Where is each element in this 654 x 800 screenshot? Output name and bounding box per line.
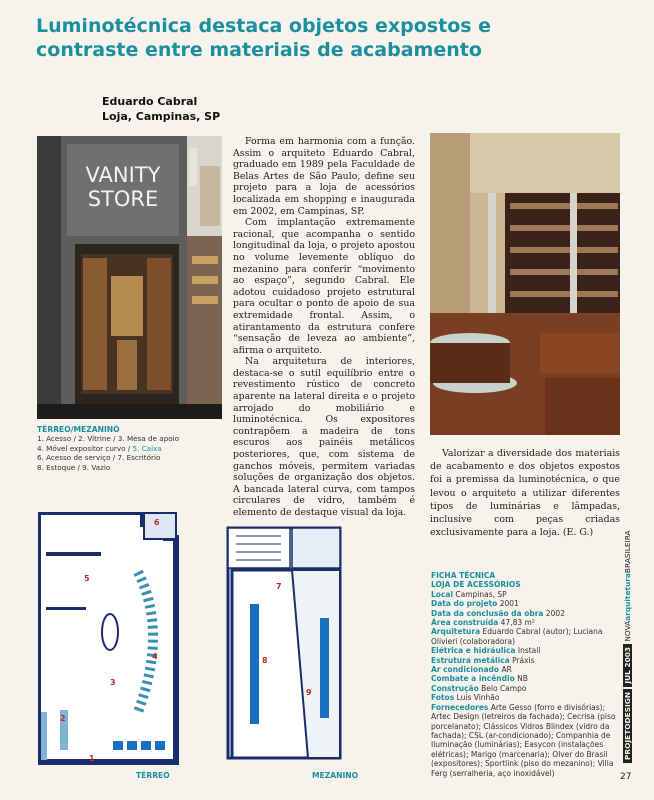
legend-line-2a: 4. Móvel expositor curvo /: [37, 443, 133, 453]
ficha-key: Área construída: [431, 618, 499, 628]
terreo-drawing: [38, 512, 188, 766]
ficha-key: Elétrica e hidráulica: [431, 646, 516, 656]
plan-legend: [37, 425, 227, 472]
plan-marker-2: 2: [60, 714, 66, 723]
ficha-key: Combate a incêndio: [431, 674, 515, 684]
ficha-value: 2001: [497, 599, 519, 609]
ficha-item: [431, 599, 616, 608]
ficha-key: Data do projeto: [431, 599, 498, 609]
section-arquitetura: arquitetura: [623, 573, 632, 621]
ficha-key: Fornecedores: [431, 702, 489, 712]
technical-sheet: [431, 571, 616, 778]
ficha-value: Luis Vinhão: [454, 693, 500, 703]
ficha-item: [431, 627, 616, 646]
terreo-label: TÉRREO: [136, 771, 170, 780]
section-nova: NOVA: [623, 620, 632, 642]
store-interior-photo: [430, 133, 620, 435]
ficha-value: Práxis: [509, 655, 535, 665]
ficha-item: [431, 665, 616, 674]
ficha-value: Eduardo Cabral (autor); Luciana Olivieri (colaboradora): [431, 627, 603, 646]
author-name: Eduardo Cabral: [102, 95, 198, 108]
article-title: [36, 14, 636, 62]
legend-line-2b: 5. Caixa: [132, 443, 162, 453]
ficha-value: 2002: [543, 608, 565, 618]
mezanino-label: MEZANINO: [312, 771, 359, 780]
ficha-item: [431, 693, 616, 702]
plan-marker-1: 1: [89, 754, 95, 763]
ficha-key: Estrutura metálica: [431, 655, 510, 665]
ficha-item: [431, 646, 616, 655]
ficha-item: [431, 703, 616, 778]
article-body-column: [233, 136, 415, 519]
ficha-key: Local: [431, 589, 454, 599]
ficha-key: Construção: [431, 683, 479, 693]
ficha-item: [431, 674, 616, 683]
ficha-item: [431, 609, 616, 618]
paragraph-1: Forma em harmonia com a função. Assim o arquiteto Eduardo Cabral, graduado em 1989 pela Faculdade de Belas Artes de São Paulo, define seu projeto para a loja de acessórios localizada em shopping e inaugurada em 2002, em Campinas, SP.: [233, 136, 415, 217]
plan-marker-6: 6: [154, 518, 160, 527]
issue-date: JUL 2003: [623, 644, 632, 687]
plan-marker-9: 9: [306, 688, 312, 697]
article-caption-column: [430, 447, 620, 539]
ficha-item: [431, 656, 616, 665]
ficha-item: [431, 618, 616, 627]
title-line-2: contraste entre materiais de acabamento: [36, 39, 482, 61]
store-front-photo: [37, 136, 222, 419]
ficha-value: Install: [515, 646, 541, 656]
mezanino-drawing: [226, 526, 346, 762]
plan-marker-7: 7: [276, 582, 282, 591]
legend-line-1: 1. Acesso / 2. Vitrine / 3. Mesa de apoio: [37, 434, 180, 444]
floor-plan-mezanino: [226, 526, 346, 762]
plan-marker-5: 5: [84, 574, 90, 583]
page-number: 27: [620, 772, 632, 782]
ficha-key: Fotos: [431, 693, 455, 703]
caption-paragraph: Valorizar a diversidade dos materiais de acabamento e dos objetos expostos foi a premissa da luminotécnica, o que levou o arquiteto a utilizar diferentes tipos de luminárias e lâmpadas, inclusive com peças criadas exclusivamente para a loja. (E. G.): [430, 448, 620, 539]
ficha-value: AR: [499, 665, 512, 675]
floor-plan-terreo: [38, 512, 188, 766]
ficha-key: Data da conclusão da obra: [431, 608, 544, 618]
ficha-value: Belo Campo: [478, 683, 527, 693]
title-line-1: Luminotécnica destaca objetos expostos e: [36, 15, 492, 37]
store-front-illustration: [37, 136, 222, 419]
ficha-key: Arquitetura: [431, 627, 481, 637]
ficha-value: NB: [514, 674, 528, 684]
project-location: Loja, Campinas, SP: [102, 110, 221, 123]
legend-line-3: 6. Acesso de serviço / 7. Escritório: [37, 453, 161, 463]
ficha-item: [431, 590, 616, 599]
ficha-value: 47,83 m²: [498, 618, 535, 628]
section-brasileira: BRASILEIRA: [623, 530, 632, 574]
ficha-key: Ar condicionado: [431, 665, 500, 675]
paragraph-2: Com implantação extremamente racional, que acompanha o sentido longitudinal da loja, o projeto apostou no volume levemente oblíquo do mezanino para conferir “movimento ao espaço”, segundo Cabral. Ele adotou cuidadoso projeto estrutural para ocultar o ponto de apoio de sua extremidade frontal. Assim, o atirantamento da estrutura confere “sensação de leveza ao ambiente”, afirma o arquiteto.: [233, 217, 415, 356]
ficha-item: [431, 684, 616, 693]
interior-illustration: [430, 133, 620, 435]
plan-marker-8: 8: [262, 656, 268, 665]
legend-title: TÉRREO/MEZANINO: [37, 425, 120, 434]
store-sign-line-2: STORE: [87, 187, 159, 211]
legend-line-2: [37, 444, 227, 453]
ficha-title: FICHA TÉCNICA: [431, 571, 496, 580]
ficha-subtitle: LOJA DE ACESSÓRIOS: [431, 580, 521, 590]
byline: [102, 94, 220, 124]
store-sign-line-1: VANITY: [85, 163, 161, 187]
plan-marker-4: 4: [152, 652, 158, 661]
magazine-name: PROJETODESIGN: [623, 689, 632, 763]
magazine-sidebar: [622, 527, 634, 763]
ficha-value: Arte Gesso (forro e divisórias); Artec Design (letreiros da fachada); Cecrisa (piso porcelanato); Clássicos Vidros Blindex (vidro da fachada); CSL (ar-condicionado); Companhia de Iluminação (luminárias); Easycon (instalações elétricas); Marigo (marcenaria); Olver do Brasil (expositores); Sportlink (piso do mezanino); Villa Ferg (serralheria, aço inoxidável): [431, 702, 616, 778]
ficha-value: Campinas, SP: [453, 589, 507, 599]
sidebar-text: [622, 527, 634, 763]
plan-marker-3: 3: [110, 678, 116, 687]
paragraph-3: Na arquitetura de interiores, destaca-se o sutil equilíbrio entre o revestimento rústico de concreto aparente na lateral direita e o projeto arrojado do mobiliário e luminotécnica. Os expositores contrapõem a madeira de tons escuros aos painéis metálicos posteriores, que, com sistema de ganchos móveis, permitem variadas soluções de organização dos objetos. A bancada lateral curva, com tampos circulares de vidro, também é elemento de destaque visual da loja.: [233, 356, 415, 518]
legend-line-4: 8. Estoque / 9. Vazio: [37, 462, 111, 472]
